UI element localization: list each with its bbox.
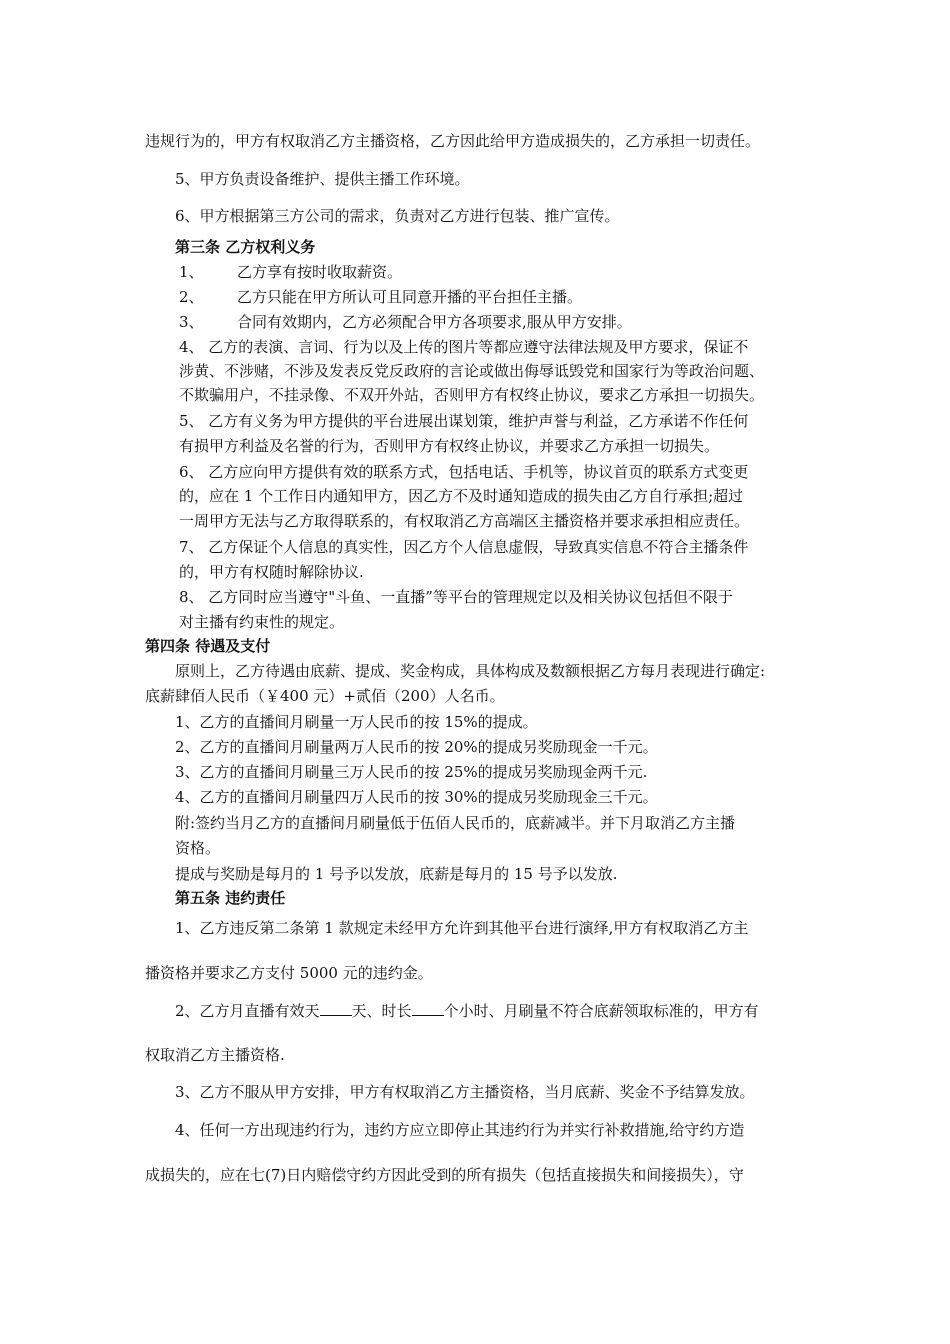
s3-item-5-line2: 有损甲方利益及名誉的行为，否则甲方有权终止协议，并要求乙方承担一切损失。 — [179, 437, 720, 455]
blank-days — [320, 1000, 352, 1016]
s3-item-num: 1、 — [179, 263, 204, 281]
s3-item-8-line2: 对主播有约束性的规定。 — [179, 613, 345, 631]
s3-item-text: 乙方只能在甲方所认可且同意开播的平台担任主播。 — [237, 288, 583, 306]
s3-item-4-line3: 不欺骗用户，不挂录像、不双开外站，否则甲方有权终止协议，要求乙方承担一切损失。 — [179, 386, 765, 404]
s5-p1-line1: 1、乙方违反第二条第 1 款规定未经甲方允许到其他平台进行演绎,甲方有权取消乙方主 — [175, 919, 749, 937]
section-5-heading: 第五条 违约责任 — [175, 889, 286, 907]
s3-item-1 — [179, 262, 402, 282]
s5-p1-line2: 播资格并要求乙方支付 5000 元的违约金。 — [145, 964, 433, 982]
s3-item-6-line3: 一周甲方无法与乙方取得联系的，有权取消乙方高端区主播资格并要求承担相应责任。 — [179, 512, 750, 530]
s5-p3: 3、乙方不服从甲方安排，甲方有权取消乙方主播资格，当月底薪、奖金不予结算发放。 — [175, 1083, 755, 1101]
s3-item-4-line1: 4、 乙方的表演、言词、行为以及上传的图片等都应遵守法律法规及甲方要求，保证不 — [179, 338, 749, 356]
s3-item-6-line1: 6、 乙方应向甲方提供有效的联系方式，包括电话、手机等，协议首页的联系方式变更 — [179, 463, 749, 481]
s5-p2-part-c: 个小时、月刷量不符合底薪领取标准的，甲方有 — [443, 1002, 759, 1020]
s4-intro-line1: 原则上，乙方待遇由底薪、提成、奖金构成，具体构成及数额根据乙方每月表现进行确定: — [175, 662, 766, 680]
s3-item-2 — [179, 287, 582, 307]
blank-hours — [412, 1000, 444, 1016]
s5-p4-line1: 4、任何一方出现违约行为，违约方应立即停止其违约行为并实行补救措施,给守约方造 — [175, 1121, 745, 1139]
s3-item-6-line2: 的，应在 1 个工作日内通知甲方，因乙方不及时通知造成的损失由乙方自行承担;超过 — [179, 487, 744, 505]
s3-item-4-line2: 涉黄、不涉赌，不涉及发表反党反政府的言论或做出侮辱诋毁党和国家行为等政治问题、 — [179, 362, 765, 380]
s4-item-4: 4、乙方的直播间月刷量四万人民币的按 30%的提成另奖励现金三千元。 — [175, 788, 658, 806]
s3-item-8-line1: 8、 乙方同时应当遵守"斗鱼、一直播”等平台的管理规定以及相关协议包括但不限于 — [179, 588, 733, 606]
s4-note-line1: 附:签约当月乙方的直播间月刷量低于伍佰人民币的，底薪减半。并下月取消乙方主播 — [175, 814, 736, 832]
paragraph-violation-end: 违规行为的，甲方有权取消乙方主播资格，乙方因此给甲方造成损失的，乙方承担一切责任。 — [145, 132, 761, 150]
s4-item-3: 3、乙方的直播间月刷量三万人民币的按 25%的提成另奖励现金两千元. — [175, 763, 648, 781]
section-4-heading: 第四条 待遇及支付 — [145, 637, 271, 655]
s5-p2-part-a: 2、乙方月直播有效天 — [175, 1002, 320, 1020]
s4-item-1: 1、乙方的直播间月刷量一万人民币的按 15%的提成。 — [175, 713, 538, 731]
s3-item-num: 2、 — [179, 288, 204, 306]
s3-item-text: 乙方享有按时收取薪资。 — [237, 263, 403, 281]
s3-item-3 — [179, 312, 632, 332]
s3-item-text: 合同有效期内，乙方必须配合甲方各项要求,服从甲方安排。 — [237, 313, 632, 331]
s4-item-2: 2、乙方的直播间月刷量两万人民币的按 20%的提成另奖励现金一千元。 — [175, 738, 658, 756]
s3-item-7-line1: 7、 乙方保证个人信息的真实性，因乙方个人信息虚假，导致真实信息不符合主播条件 — [179, 538, 749, 556]
section-3-heading: 第三条 乙方权利义务 — [175, 238, 316, 256]
s5-p2-part-b: 天、时长 — [351, 1002, 412, 1020]
s3-item-5-line1: 5、 乙方有义务为甲方提供的平台进展出谋划策，维护声誉与利益，乙方承诺不作任何 — [179, 412, 749, 430]
s4-payment: 提成与奖励是每月的 1 号予以发放，底薪是每月的 15 号予以发放. — [175, 865, 618, 883]
s4-note-line2: 资格。 — [175, 839, 221, 857]
s4-intro-line2: 底薪肆佰人民币（￥400 元）+贰佰（200）人名币。 — [145, 687, 505, 705]
paragraph-item-5: 5、甲方负责设备维护、提供主播工作环境。 — [175, 170, 470, 188]
s5-p2-line1 — [175, 1000, 759, 1021]
s3-item-7-line2: 的，甲方有权随时解除协议. — [179, 563, 364, 581]
s5-p4-line2: 成损失的，应在七(7)日内赔偿守约方因此受到的所有损失（包括直接损失和间接损失），守 — [145, 1166, 744, 1184]
paragraph-item-6: 6、甲方根据第三方公司的需求，负责对乙方进行包装、推广宣传。 — [175, 207, 620, 225]
s3-item-num: 3、 — [179, 313, 204, 331]
s5-p2-line2: 权取消乙方主播资格. — [145, 1046, 285, 1064]
